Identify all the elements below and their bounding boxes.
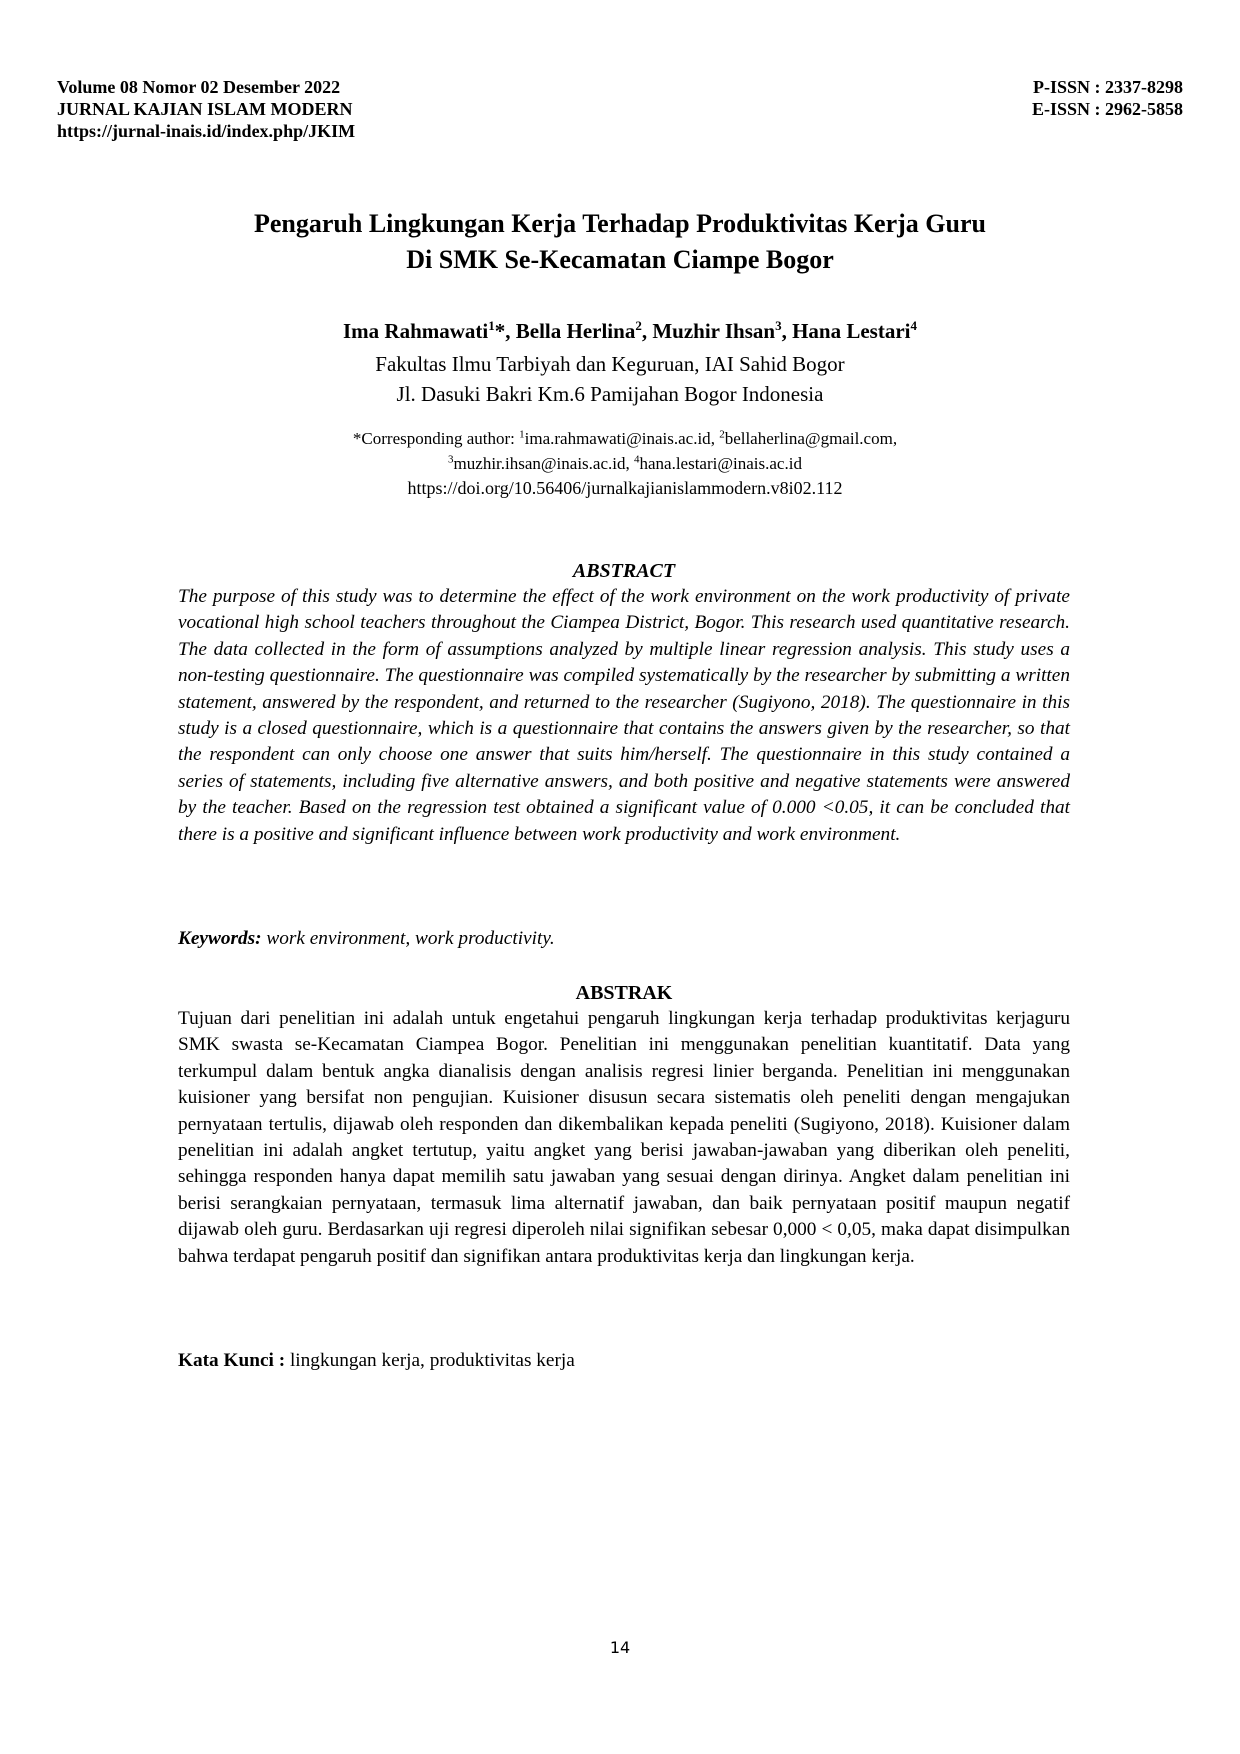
journal-url[interactable]: https://jurnal-inais.id/index.php/JKIM (57, 121, 356, 141)
correspondence (200, 426, 1050, 501)
author-name: Hana Lestari (792, 319, 911, 343)
email-sup: 4 (633, 453, 640, 466)
email-link[interactable]: bellaherlina@gmail.com (724, 429, 893, 448)
abstrak-text: Tujuan dari penelitian ini adalah untuk engetahui pengaruh lingkungan kerja terhadap produktivitas kerjaguru SMK swasta se-Kecamatan Ciampea Bogor. Penelitian ini menggunakan penelitian kuantitatif. Data yang terkumpul dalam bentuk angka dianalisis dengan analisis regresi linier berganda. Penelitian ini menggunakan kuisioner yang bersifat non pengujian. Kuisioner disusun secara sistematis oleh peneliti dengan mengajukan pernyataan tertulis, dijawab oleh responden dan dikembalikan kepada peneliti (Sugiyono, 2018). Kuisioner dalam penelitian ini adalah angket tertutup, yaitu angket yang berisi jawaban-jawaban yang diberikan oleh peneliti, sehingga responden hanya dapat memilih satu jawaban yang sesuai dengan dirinya. Angket dalam penelitian ini berisi serangkaian pernyataan, termasuk lima alternatif jawaban, dan baik pernyataan positif maupun negatif dijawab oleh guru. Berdasarkan uji regresi diperoleh nilai signifikan sebesar 0,000 < 0,05, maka dapat disimpulkan bahwa terdapat pengaruh positif dan signifikan antara produktivitas kerja dan lingkungan kerja. (178, 1008, 1070, 1267)
author-sep: *, (494, 319, 516, 343)
author-list (280, 318, 980, 344)
keywords-text: work environment, work productivity. (261, 928, 555, 949)
faculty: Fakultas Ilmu Tarbiyah dan Keguruan, IAI Sahid Bogor (375, 352, 845, 376)
page-number: 14 (609, 1638, 631, 1657)
title-line-2: Di SMK Se-Kecamatan Ciampe Bogor (406, 245, 834, 274)
abstract-indonesian (178, 980, 1070, 1270)
title-line-1: Pengaruh Lingkungan Kerja Terhadap Produktivitas Kerja Guru (254, 209, 986, 238)
email-sep: , (625, 454, 634, 473)
email-link[interactable]: muzhir.ihsan@inais.ac.id (453, 454, 626, 473)
paper-title (150, 206, 1090, 278)
p-issn: P-ISSN : 2337-8298 (1032, 77, 1183, 97)
address: Jl. Dasuki Bakri Km.6 Pamijahan Bogor Indonesia (396, 382, 824, 406)
email-sep: , (892, 429, 898, 448)
email-link[interactable]: hana.lestari@inais.ac.id (639, 454, 802, 473)
keywords-english (178, 926, 1070, 952)
email-sup: 3 (448, 453, 454, 466)
doi-link[interactable]: https://doi.org/10.56406/jurnalkajianislammodern.v8i02.112 (407, 478, 843, 498)
email-link[interactable]: ima.rahmawati@inais.ac.id (524, 429, 711, 448)
author-sup: 3 (775, 318, 782, 333)
kata-kunci-label: Kata Kunci : (178, 1350, 286, 1371)
issn-info (1032, 76, 1183, 120)
author-name: Ima Rahmawati (343, 319, 489, 343)
corresponding-label: *Corresponding author: (352, 429, 520, 448)
keywords-label: Keywords: (178, 928, 262, 949)
author-sup: 4 (910, 318, 917, 333)
author-sup: 1 (488, 318, 495, 333)
author-name: Muzhir Ihsan (652, 319, 776, 343)
email-sup: 2 (719, 428, 725, 441)
author-sup: 2 (635, 318, 642, 333)
author-sep: , (781, 319, 793, 343)
email-sup: 1 (519, 428, 525, 441)
abstrak-heading: ABSTRAK (575, 982, 673, 1004)
volume-info: Volume 08 Nomor 02 Desember 2022 (57, 77, 341, 97)
journal-info (57, 76, 355, 142)
journal-name: JURNAL KAJIAN ISLAM MODERN (57, 99, 353, 119)
affiliation (230, 349, 990, 409)
abstract-text: The purpose of this study was to determine the effect of the work environment on the work productivity of private vocational high school teachers throughout the Ciampea District, Bogor. This research used quantitative research. The data collected in the form of assumptions analyzed by multiple linear regression analysis. This study uses a non-testing questionnaire. The questionnaire was compiled systematically by the researcher by submitting a written statement, answered by the respondent, and returned to the researcher (Sugiyono, 2018). The questionnaire in this study is a closed questionnaire, which is a questionnaire that contains the answers given by the researcher, so that the respondent can only choose one answer that suits him/herself. The questionnaire in this study contained a series of statements, including five alternative answers, and both positive and negative statements were answered by the teacher. Based on the regression test obtained a significant value of 0.000 <0.05, it can be concluded that there is a positive and significant influence between work productivity and work environment. (178, 586, 1070, 845)
corresponding-line-2 (200, 451, 1050, 476)
e-issn: E-ISSN : 2962-5858 (1031, 99, 1183, 119)
author-name: Bella Herlina (515, 319, 636, 343)
kata-kunci-text: lingkungan kerja, produktivitas kerja (285, 1350, 575, 1371)
email-sep: , (710, 429, 720, 448)
author-sep: , (641, 319, 653, 343)
abstract-english (178, 558, 1070, 848)
abstract-heading: ABSTRACT (572, 560, 676, 582)
corresponding-line-1 (200, 426, 1050, 451)
keywords-indonesian (178, 1348, 1070, 1374)
